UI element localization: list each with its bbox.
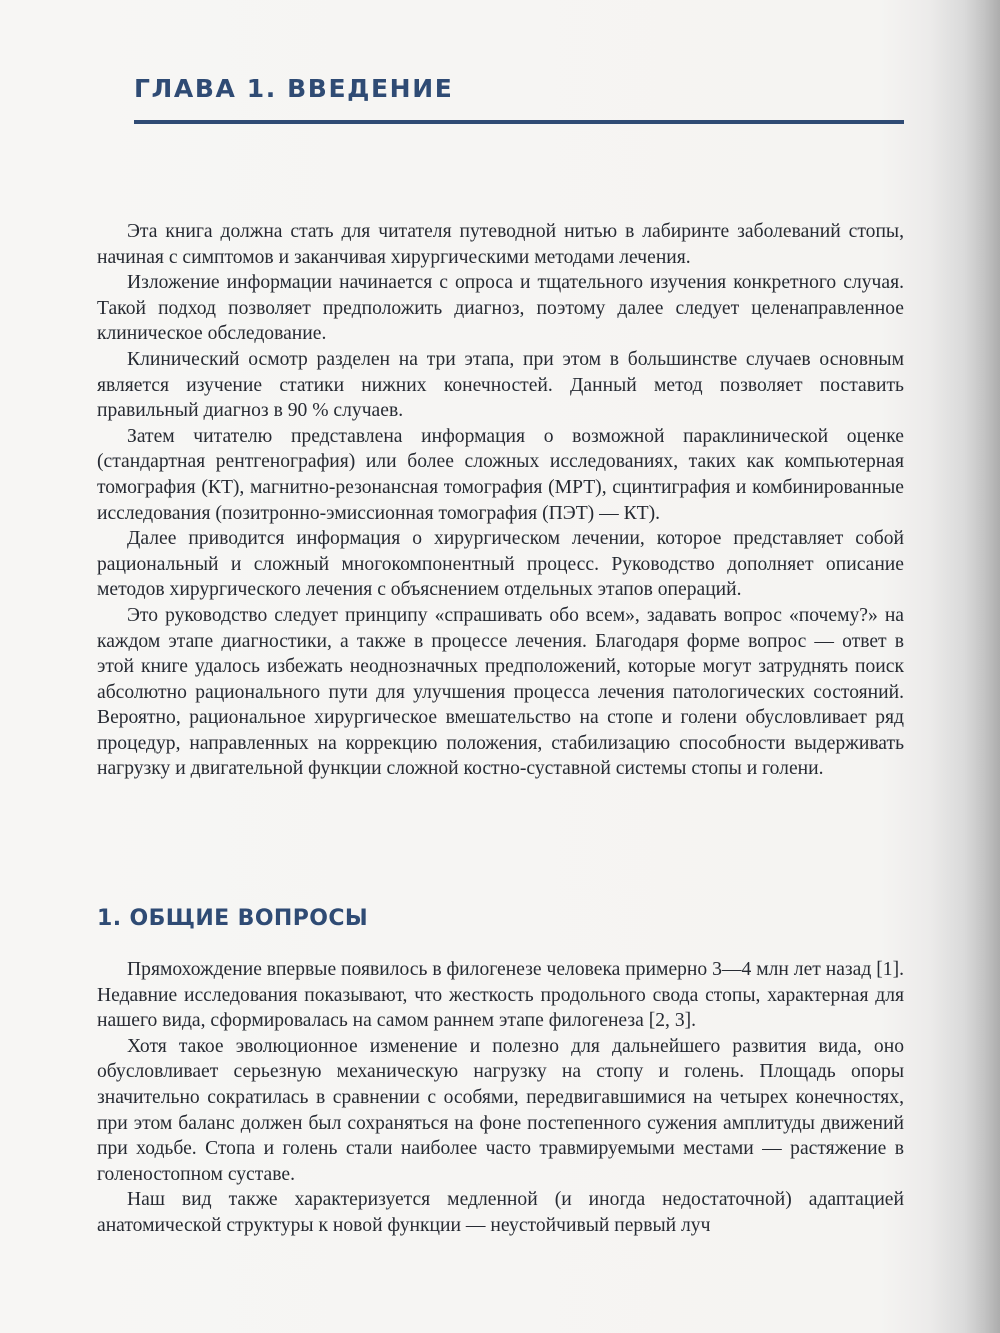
intro-paragraph-6: Это руководство следует принципу «спрашивать обо всем», задавать вопрос «почему?» на каждом этапе диагностики, а также в процессе лечения. Благодаря форме вопрос — ответ в этой книге удалось избежать неоднозначных предположений, которые могут затруднять поиск абсолютно рационального пути для улучшения процесса лечения патологических состояний. Вероятно, рациональное хирургическое вмешательство на стопе и голени обусловливает ряд процедур, направленных на коррекцию положения, стабилизацию способности выдерживать нагрузку и двигательной функции сложной костно-суставной системы стопы и голени. xyxy=(97,604,904,780)
intro-paragraph-2: Изложение информации начинается с опроса и тщательного изучения конкретного случая. Такой подход позволяет предположить диагноз, поэтому далее следует целенаправленное клиническое обследование. xyxy=(97,272,904,345)
intro-paragraph-4: Затем читателю представлена информация о возможной параклинической оценке (стандартная рентгенография) или более сложных исследованиях, таких как компьютерная томография (КТ), магнитно-резонансная томография (МРТ), сцинтиграфия и комбинированные исследования (позитронно-эмиссионная томография (ПЭТ) — КТ). xyxy=(97,425,904,524)
section-text xyxy=(97,957,904,1239)
section-paragraph-1: Прямохождение впервые появилось в филогенезе человека примерно 3—4 млн лет назад [1]. Недавние исследования показывают, что жесткость продольного свода стопы, характерная для нашего вида, сформировалась на самом раннем этапе филогенеза [2, 3]. xyxy=(97,959,904,1032)
section-title: 1. ОБЩИЕ ВОПРОСЫ xyxy=(97,906,369,931)
chapter-title-rule xyxy=(134,120,904,124)
section-paragraph-2: Хотя такое эволюционное изменение и полезно для дальнейшего развития вида, оно обусловливает серьезную механическую нагрузку на стопу и голень. Площадь опоры значительно сократилась в сравнении с особями, передвигавшимися на четырех конечностях, при этом баланс должен был сохраняться на фоне постепенного сужения амплитуды движений при ходьбе. Стопа и голень стали наиболее часто травмируемыми местами — растяжение в голеностопном суставе. xyxy=(97,1035,904,1185)
chapter-title: ГЛАВА 1. ВВЕДЕНИЕ xyxy=(134,74,454,103)
intro-text xyxy=(97,219,904,782)
intro-paragraph-3: Клинический осмотр разделен на три этапа, при этом в большинстве случаев основным является изучение статики нижних конечностей. Данный метод позволяет поставить правильный диагноз в 90 % случаев. xyxy=(97,348,904,422)
intro-paragraph-5: Далее приводится информация о хирургическом лечении, которое представляет собой рациональный и сложный многокомпонентный процесс. Руководство дополняет описание методов хирургического лечения с объяснением отдельных этапов операций. xyxy=(97,528,904,601)
intro-paragraph-1: Эта книга должна стать для читателя путеводной нитью в лабиринте заболеваний стопы, начиная с симптомов и заканчивая хирургическими методами лечения. xyxy=(97,221,904,268)
page-edge-shadow xyxy=(964,0,1000,1333)
section-paragraph-3: Наш вид также характеризуется медленной (и иногда недостаточной) адаптацией анатомической структуры к новой функции — неустойчивый первый луч xyxy=(97,1189,904,1236)
